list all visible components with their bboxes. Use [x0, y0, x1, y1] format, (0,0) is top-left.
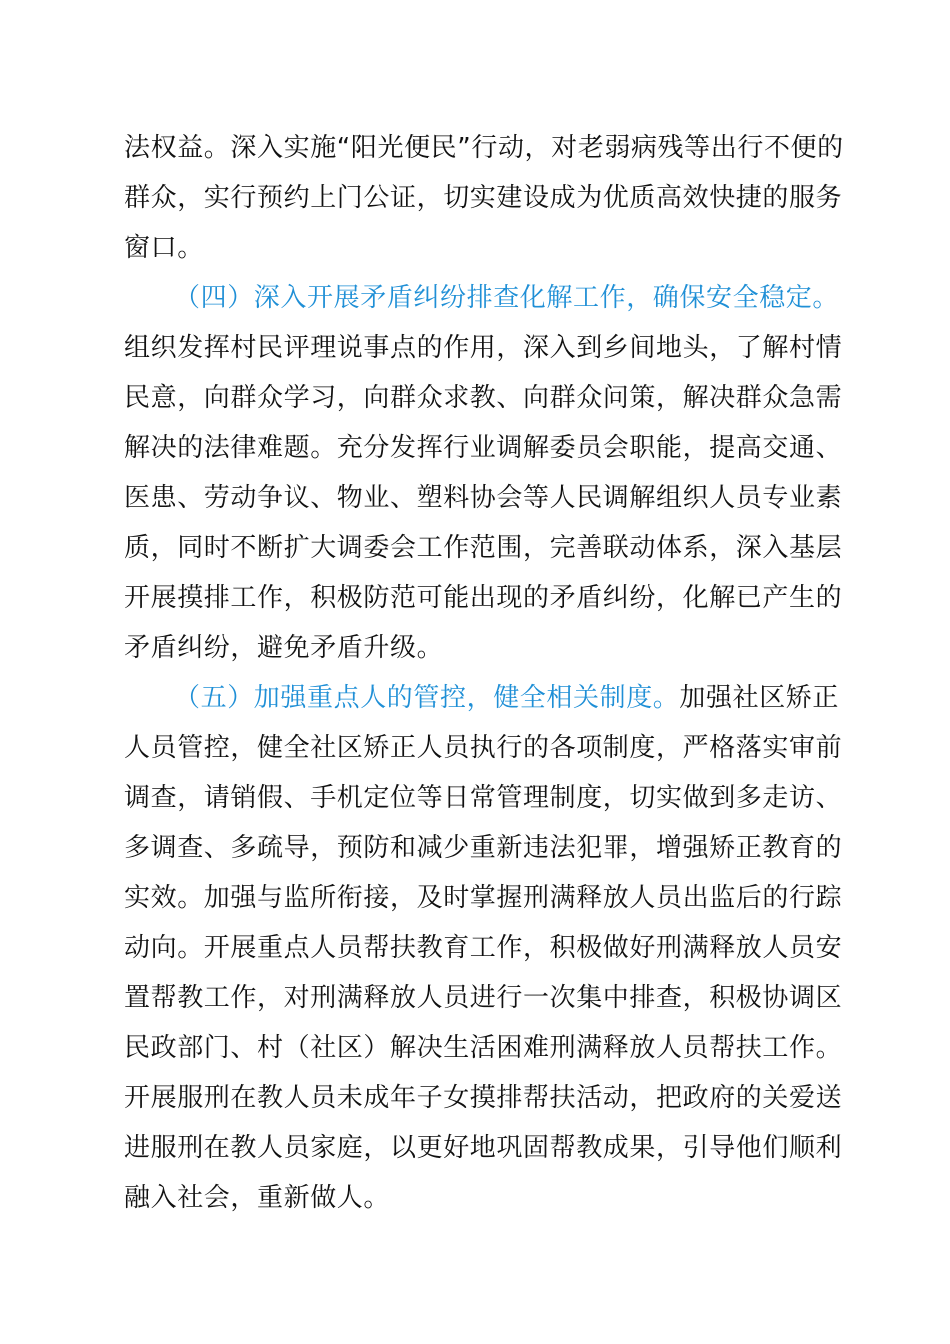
paragraph-line: 民政部门、村（社区）解决生活困难刑满释放人员帮扶工作。 [124, 1033, 843, 1063]
paragraph-line: 人员管控，健全社区矫正人员执行的各项制度，严格落实审前 [124, 733, 843, 763]
paragraph-line-with-heading [174, 681, 894, 715]
paragraph-line: 开展服刑在教人员未成年子女摸排帮扶活动，把政府的关爱送 [124, 1083, 843, 1113]
paragraph-line: 民意，向群众学习，向群众求教、向群众问策，解决群众急需 [124, 383, 843, 413]
paragraph-line: 法权益。深入实施“阳光便民”行动，对老弱病残等出行不便的 [124, 133, 844, 163]
paragraph-text: 加强社区矫正 [679, 683, 840, 713]
paragraph-line: 实效。加强与监所衔接，及时掌握刑满释放人员出监后的行踪 [124, 883, 843, 913]
paragraph-line: 融入社会，重新做人。 [124, 1183, 391, 1213]
section-heading-5: （五）加强重点人的管控，健全相关制度。 [174, 683, 680, 713]
paragraph-line: 医患、劳动争议、物业、塑料协会等人民调解组织人员专业素 [124, 483, 843, 513]
paragraph-line: 调查，请销假、手机定位等日常管理制度，切实做到多走访、 [124, 783, 843, 813]
paragraph-line: 进服刑在教人员家庭，以更好地巩固帮教成果，引导他们顺利 [124, 1133, 843, 1163]
paragraph-line: 解决的法律难题。充分发挥行业调解委员会职能，提高交通、 [124, 433, 843, 463]
paragraph-line: 窗口。 [124, 233, 204, 263]
paragraph-line: 群众，实行预约上门公证，切实建设成为优质高效快捷的服务 [124, 183, 843, 213]
paragraph-line: 组织发挥村民评理说事点的作用，深入到乡间地头，了解村情 [124, 333, 843, 363]
paragraph-line: 质，同时不断扩大调委会工作范围，完善联动体系，深入基层 [124, 533, 843, 563]
paragraph-line: 动向。开展重点人员帮扶教育工作，积极做好刑满释放人员安 [124, 933, 843, 963]
paragraph-line: 多调查、多疏导，预防和减少重新违法犯罪，增强矫正教育的 [124, 833, 843, 863]
paragraph-line: 开展摸排工作，积极防范可能出现的矛盾纠纷，化解已产生的 [124, 583, 843, 613]
section-heading-4: （四）深入开展矛盾纠纷排查化解工作，确保安全稳定。 [174, 283, 840, 313]
paragraph-line: 置帮教工作，对刑满释放人员进行一次集中排查，积极协调区 [124, 983, 843, 1013]
paragraph-line: 矛盾纠纷，避免矛盾升级。 [124, 633, 444, 663]
